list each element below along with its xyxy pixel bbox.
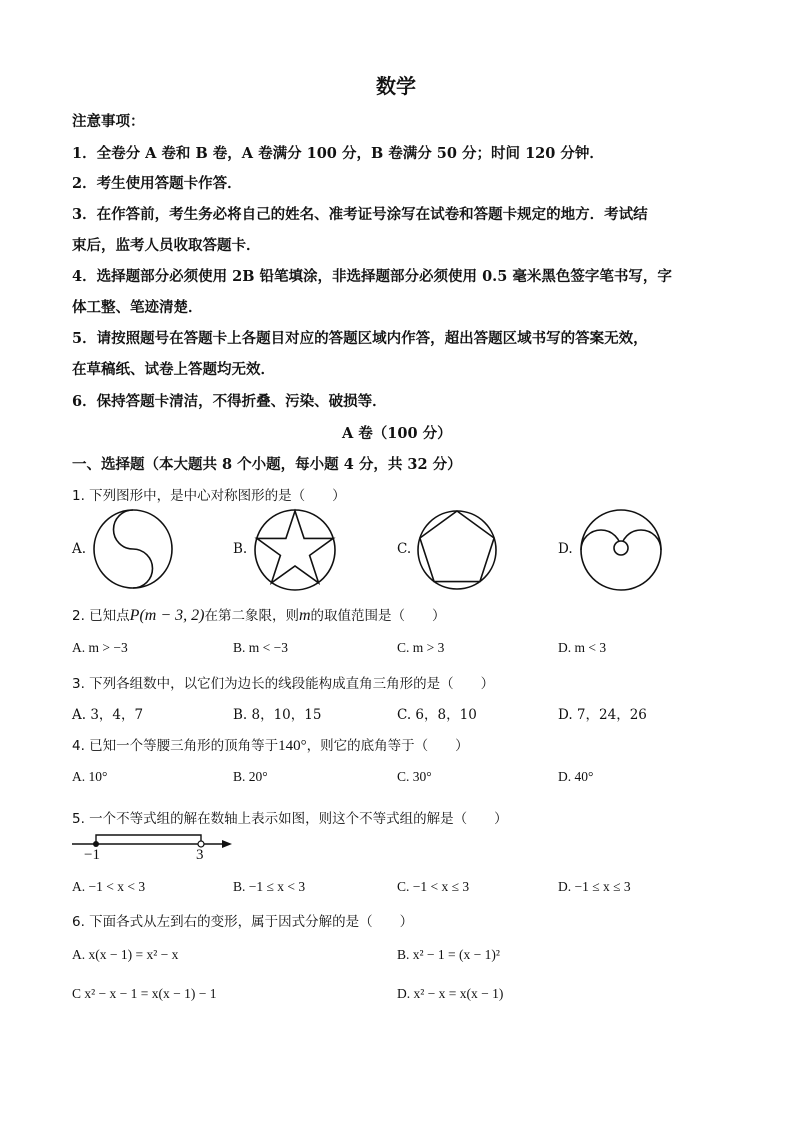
q4-option-c: C. 30° xyxy=(397,769,432,784)
q2-stem-post: 的取值范围是（ ） xyxy=(310,608,446,624)
q6-option-a: A. x(x − 1) = x² − x xyxy=(72,947,179,962)
q2-variable: m xyxy=(298,607,311,624)
q5-option-a: A. −1 < x < 3 xyxy=(72,879,146,894)
q4-stem-pre: 4. 已知一个等腰三角形的顶角等于 xyxy=(72,738,279,754)
q4-angle: 140° xyxy=(278,738,307,754)
notice-line-4: 束后，监考人员收取答题卡． xyxy=(72,237,261,254)
notice-line-3: 3．在作答前，考生务必将自己的姓名、准考证号涂写在试卷和答题卡规定的地方．考试结 xyxy=(72,206,648,223)
q4-stem-post: ，则它的底角等于（ ） xyxy=(306,738,469,754)
yin-yang-figure xyxy=(92,508,174,590)
part-a-heading: A 卷（100 分） xyxy=(342,425,452,442)
q1-option-b-label: B. xyxy=(233,541,248,557)
question-6-stem: 6. 下面各式从左到右的变形，属于因式分解的是（ ） xyxy=(72,914,414,930)
q2-option-c: C. m > 3 xyxy=(397,640,445,655)
q6-option-b: B. x² − 1 = (x − 1)² xyxy=(397,947,500,962)
question-4-stem xyxy=(72,734,469,755)
q1-option-c-label: C. xyxy=(397,541,412,557)
notice-line-2: 2．考生使用答题卡作答． xyxy=(72,175,242,192)
notice-line-9: 6．保持答题卡清洁，不得折叠、污染、破损等． xyxy=(72,393,387,410)
q3-option-d: D. 7，24，26 xyxy=(558,707,647,723)
notice-line-7: 5．请按照题号在答题卡上各题目对应的答题区域内作答，超出答题区域书写的答案无效， xyxy=(72,330,648,347)
q2-point-expression: P(m − 3, 2) xyxy=(129,607,205,624)
q4-option-b: B. 20° xyxy=(233,769,268,784)
arch-circle-figure xyxy=(579,508,663,592)
notice-heading: 注意事项： xyxy=(72,113,145,130)
section-1-heading: 一、选择题（本大题共 8 个小题，每小题 4 分，共 32 分） xyxy=(72,456,462,473)
axis-label-minus-1: −1 xyxy=(84,847,100,863)
q5-option-d: D. −1 ≤ x ≤ 3 xyxy=(558,879,631,894)
q4-option-d: D. 40° xyxy=(558,769,594,784)
page-title: 数学 xyxy=(376,74,416,98)
q5-option-c: C. −1 < x ≤ 3 xyxy=(397,879,470,894)
q2-option-a: A. m > −3 xyxy=(72,640,128,655)
pentagon-in-circle-figure xyxy=(416,509,498,591)
q6-option-d: D. x² − x = x(x − 1) xyxy=(397,986,504,1001)
axis-label-3: 3 xyxy=(196,847,204,863)
q2-option-d: D. m < 3 xyxy=(558,640,607,655)
question-1-stem: 1. 下列图形中，是中心对称图形的是（ ） xyxy=(72,488,346,504)
question-2-stem xyxy=(72,604,446,625)
q1-option-a-label: A. xyxy=(72,541,87,557)
notice-line-1: 1．全卷分 A 卷和 B 卷，A 卷满分 100 分，B 卷满分 50 分；时间 120 分钟． xyxy=(72,145,604,162)
q2-stem-pre: 2. 已知点 xyxy=(72,608,130,624)
q3-option-b: B. 8，10，15 xyxy=(233,707,322,723)
question-3-stem: 3. 下列各组数中，以它们为边长的线段能构成直角三角形的是（ ） xyxy=(72,676,495,692)
star-in-circle-figure xyxy=(253,508,337,592)
q6-option-c: C x² − x − 1 = x(x − 1) − 1 xyxy=(72,986,217,1001)
q3-option-a: A. 3，4，7 xyxy=(72,707,144,723)
q1-option-d-label: D. xyxy=(558,541,573,557)
q5-option-b: B. −1 ≤ x < 3 xyxy=(233,879,306,894)
notice-line-8: 在草稿纸、试卷上答题均无效． xyxy=(72,361,275,378)
notice-line-6: 体工整、笔迹清楚． xyxy=(72,299,203,316)
q2-stem-mid: 在第二象限，则 xyxy=(204,608,299,624)
question-5-stem: 5. 一个不等式组的解在数轴上表示如图，则这个不等式组的解是（ ） xyxy=(72,811,508,827)
q4-option-a: A. 10° xyxy=(72,769,108,784)
q2-option-b: B. m < −3 xyxy=(233,640,288,655)
q3-option-c: C. 6，8，10 xyxy=(397,707,477,723)
notice-line-5: 4．选择题部分必须使用 2B 铅笔填涂，非选择题部分必须使用 0.5 毫米黑色签字笔书写，字 xyxy=(72,268,672,285)
